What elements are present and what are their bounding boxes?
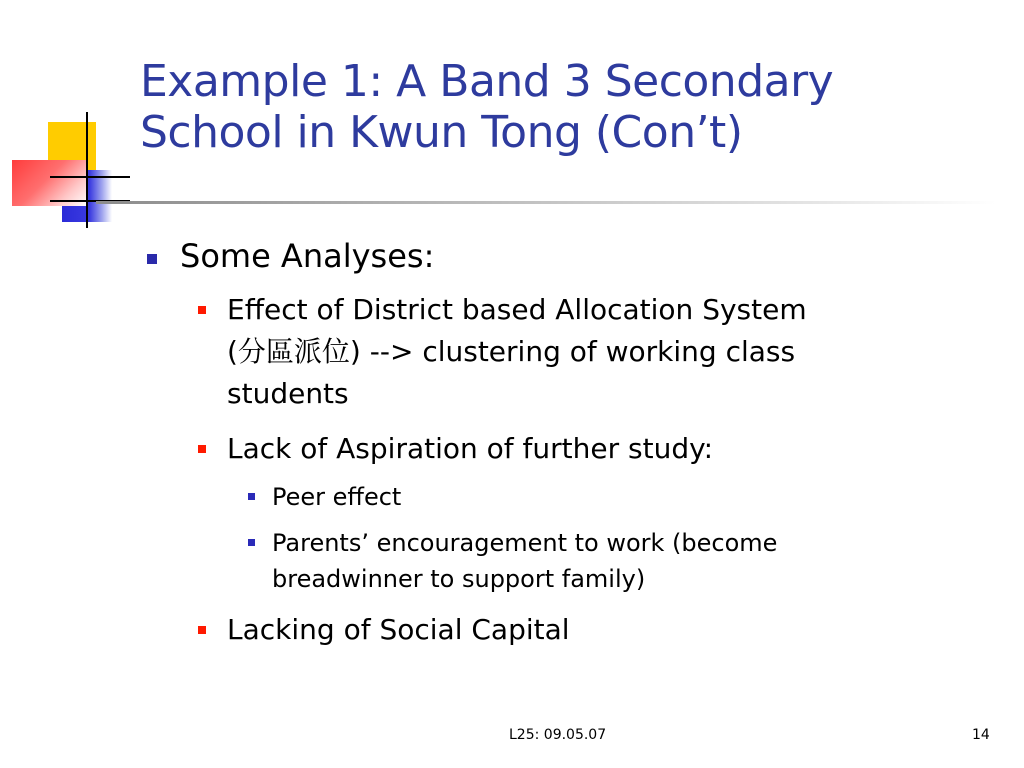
bullet-text: Lack of Aspiration of further study:: [227, 432, 714, 465]
corner-decoration: [0, 0, 140, 240]
square-bullet-icon: [198, 626, 206, 634]
title-line-2: School in Kwun Tong (Con’t): [140, 107, 743, 158]
slide-number: 14: [972, 727, 990, 743]
bullet-some-analyses: [180, 234, 980, 278]
square-bullet-icon: [248, 539, 255, 546]
title-underline: [96, 201, 996, 204]
bullet-text-line-1: Effect of District based Allocation System: [227, 293, 807, 326]
bullet-lack-of-aspiration: [227, 428, 987, 470]
square-bullet-icon: [198, 445, 206, 453]
bullet-text-line-2: (分區派位) --> clustering of working class: [227, 335, 796, 368]
bullet-text-line-2: breadwinner to support family): [272, 565, 646, 593]
slide-title: [140, 56, 1000, 158]
bullet-social-capital: [227, 609, 987, 651]
decor-horizontal-line: [50, 176, 130, 178]
bullet-peer-effect: [272, 479, 992, 515]
bullet-text: Peer effect: [272, 483, 402, 511]
bullet-text: Lacking of Social Capital: [227, 613, 570, 646]
title-line-1: Example 1: A Band 3 Secondary: [140, 56, 834, 107]
bullet-text: Some Analyses:: [180, 237, 435, 275]
square-bullet-icon: [248, 493, 255, 500]
square-bullet-icon: [198, 306, 206, 314]
footer-date: L25: 09.05.07: [509, 727, 607, 743]
bullet-district-allocation: [227, 289, 987, 415]
decor-vertical-line: [86, 112, 88, 228]
bullet-parents-encouragement: [272, 525, 992, 597]
bullet-text-line-3: students: [227, 377, 349, 410]
square-bullet-icon: [147, 254, 157, 264]
bullet-text-line-1: Parents’ encouragement to work (become: [272, 529, 778, 557]
